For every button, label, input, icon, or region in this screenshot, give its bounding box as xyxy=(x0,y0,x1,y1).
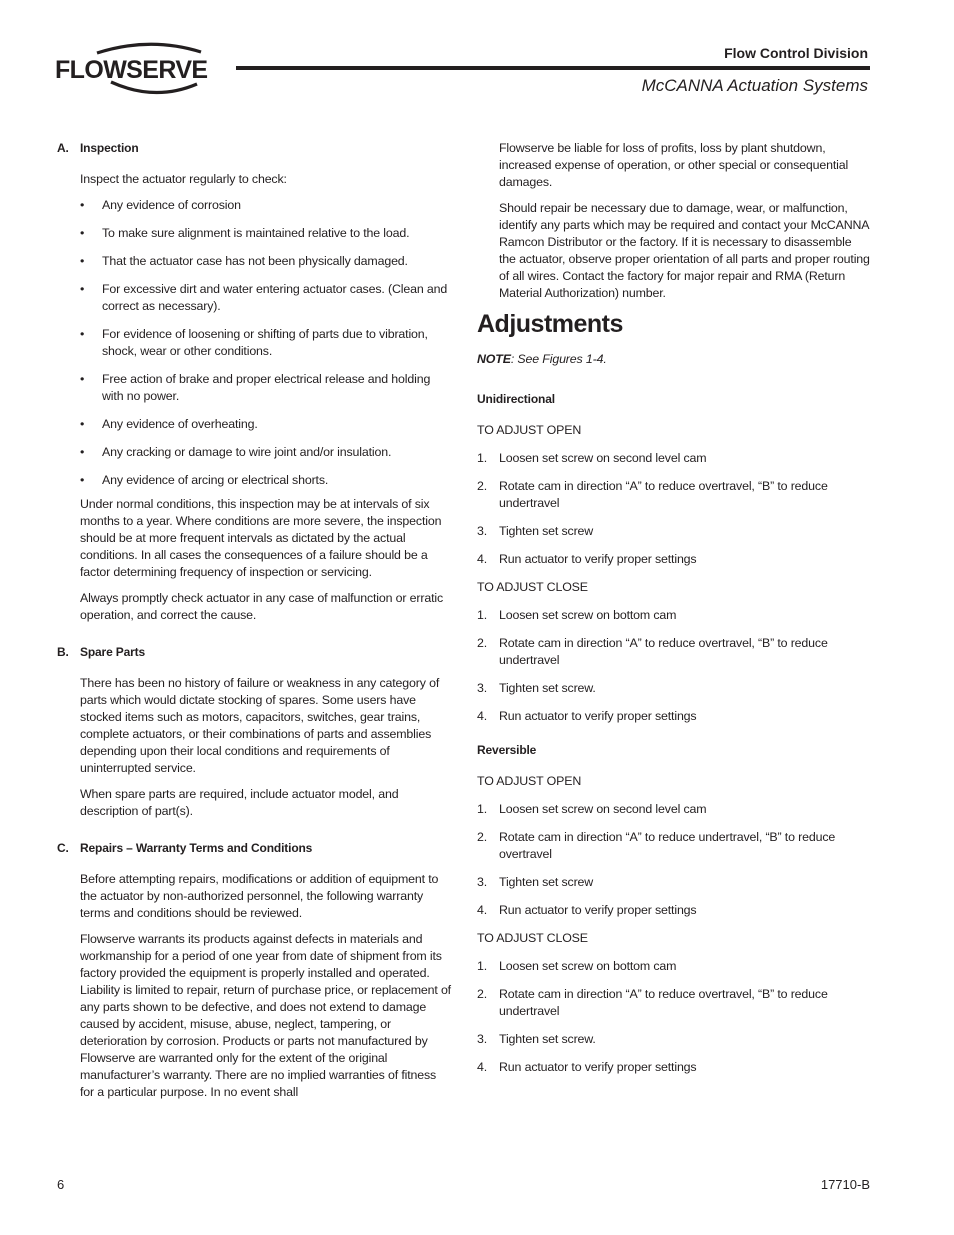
right-column xyxy=(477,140,870,1087)
list-item: 3. Tighten set screw. xyxy=(477,1032,596,1046)
adjustments-heading: Adjustments xyxy=(477,310,623,338)
inspection-checklist xyxy=(80,197,452,489)
section-title: Spare Parts xyxy=(80,645,146,659)
list-item: 1. Loosen set screw on second level cam xyxy=(477,802,707,816)
list-item: • Free action of brake and proper electrical release and holding with no power. xyxy=(80,371,452,405)
flowserve-logo xyxy=(55,40,215,100)
list-item: 4. Run actuator to verify proper settings xyxy=(477,709,697,723)
division-title: Flow Control Division xyxy=(724,45,868,61)
list-item: • To make sure alignment is maintained relative to the load. xyxy=(80,225,452,242)
list-item: • For excessive dirt and water entering actuator cases. (Clean and correct as necessary). xyxy=(80,281,452,315)
list-item: 2. Rotate cam in direction “A” to reduce overtravel, “B” to reduce undertravel xyxy=(477,479,828,510)
section-letter: C. xyxy=(57,841,69,855)
unidirectional-heading: Unidirectional xyxy=(477,392,555,406)
uni-close-steps xyxy=(477,607,870,725)
section-title: Inspection xyxy=(80,141,139,155)
inspection-paragraph: Always promptly check actuator in any case of malfunction or erratic operation, and correct the cause. xyxy=(80,591,444,622)
spare-parts-paragraph: When spare parts are required, include actuator model, and description of part(s). xyxy=(80,787,399,818)
section-letter: A. xyxy=(57,141,69,155)
warranty-paragraph: Flowserve warrants its products against defects in materials and workmanship for a period of one year from date of shipment from its factory provided the equipment is properly installed and operated. Liability is limited to repair, return of purchase price, or replacement of any parts shown to be defective, and does not extend to damage caused by accident, misuse, abuse, neglect, tampering, or deterioration by corrosion. Products or parts not manufactured by Flowserve are warranted only for the extent of the original manufacturer’s warranty. There are no implied warranties of fitness for a particular purpose. In no event shall xyxy=(80,932,451,1099)
adjust-open-label: TO ADJUST OPEN xyxy=(477,774,582,788)
repair-instructions: Should repair be necessary due to damage, wear, or malfunction, identify any parts which may be required and contact your McCANNA Ramcon Distributor or the factory. If it is necessary to disassemble the actuator, observe proper orientation of all parts and proper routing of all wires. Contact the factory for major repair and RMA (Return Material Authorization) number. xyxy=(499,201,870,300)
list-item: 4. Run actuator to verify proper settings xyxy=(477,1060,697,1074)
warranty-continuation: Flowserve be liable for loss of profits, loss by plant shutdown, increased expense of operation, or other special or consequential damages. xyxy=(499,141,849,189)
list-item: 2. Rotate cam in direction “A” to reduce undertravel, “B” to reduce overtravel xyxy=(477,830,836,861)
section-letter: B. xyxy=(57,645,69,659)
section-heading-repairs xyxy=(57,840,452,857)
list-item: • Any cracking or damage to wire joint and/or insulation. xyxy=(80,444,452,461)
document-subtitle: McCANNA Actuation Systems xyxy=(641,76,868,95)
section-title: Repairs – Warranty Terms and Conditions xyxy=(80,841,313,855)
list-item: • Any evidence of arcing or electrical shorts. xyxy=(80,472,452,489)
page-number: 6 xyxy=(57,1177,65,1192)
rev-close-steps xyxy=(477,958,870,1076)
list-item: 3. Tighten set screw xyxy=(477,875,594,889)
header-rule xyxy=(236,66,870,70)
logo-text: FLOWSERVE xyxy=(55,56,208,84)
list-item: • Any evidence of overheating. xyxy=(80,416,452,433)
section-heading-spare-parts xyxy=(57,644,452,661)
list-item: 1. Loosen set screw on bottom cam xyxy=(477,608,677,622)
list-item: 3. Tighten set screw. xyxy=(477,681,596,695)
list-item: 1. Loosen set screw on second level cam xyxy=(477,451,707,465)
list-item: 4. Run actuator to verify proper settings xyxy=(477,903,697,917)
list-item: • Any evidence of corrosion xyxy=(80,197,452,214)
adjust-close-label: TO ADJUST CLOSE xyxy=(477,931,588,945)
note-label: NOTE xyxy=(477,352,511,366)
inspection-intro: Inspect the actuator regularly to check: xyxy=(80,172,287,186)
list-item: 1. Loosen set screw on bottom cam xyxy=(477,959,677,973)
list-item: 3. Tighten set screw xyxy=(477,524,594,538)
document-number: 17710-B xyxy=(820,1177,870,1192)
list-item: 4. Run actuator to verify proper settings xyxy=(477,552,697,566)
left-column xyxy=(57,140,452,1110)
list-item: • That the actuator case has not been physically damaged. xyxy=(80,253,452,270)
list-item: • For evidence of loosening or shifting of parts due to vibration, shock, wear or other conditions. xyxy=(80,326,452,360)
adjust-close-label: TO ADJUST CLOSE xyxy=(477,580,588,594)
adjust-open-label: TO ADJUST OPEN xyxy=(477,423,582,437)
figures-note xyxy=(477,351,870,368)
list-item: 2. Rotate cam in direction “A” to reduce overtravel, “B” to reduce undertravel xyxy=(477,636,828,667)
section-heading-inspection xyxy=(57,140,452,157)
spare-parts-paragraph: There has been no history of failure or weakness in any category of parts which would dictate stocking of spares. Some users have stocked items such as motors, capacitors, switches, gear trains, complete actuators, or their combinations of parts and assemblies depending upon their local conditions and requirements of uninterrupted service. xyxy=(80,676,440,775)
uni-open-steps xyxy=(477,450,870,568)
inspection-paragraph: Under normal conditions, this inspection may be at intervals of six months to a year. Where conditions are more severe, the inspection should be at more frequent intervals as dictated by the actual conditions. In all cases the consequences of a failure should be a factor determining frequency of inspection or servicing. xyxy=(80,497,442,579)
repairs-paragraph: Before attempting repairs, modifications or addition of equipment to the actuator by non-authorized personnel, the following warranty terms and conditions should be reviewed. xyxy=(80,872,439,920)
list-item: 2. Rotate cam in direction “A” to reduce overtravel, “B” to reduce undertravel xyxy=(477,987,828,1018)
rev-open-steps xyxy=(477,801,870,919)
reversible-heading: Reversible xyxy=(477,743,537,757)
note-text: : See Figures 1-4. xyxy=(510,352,607,366)
